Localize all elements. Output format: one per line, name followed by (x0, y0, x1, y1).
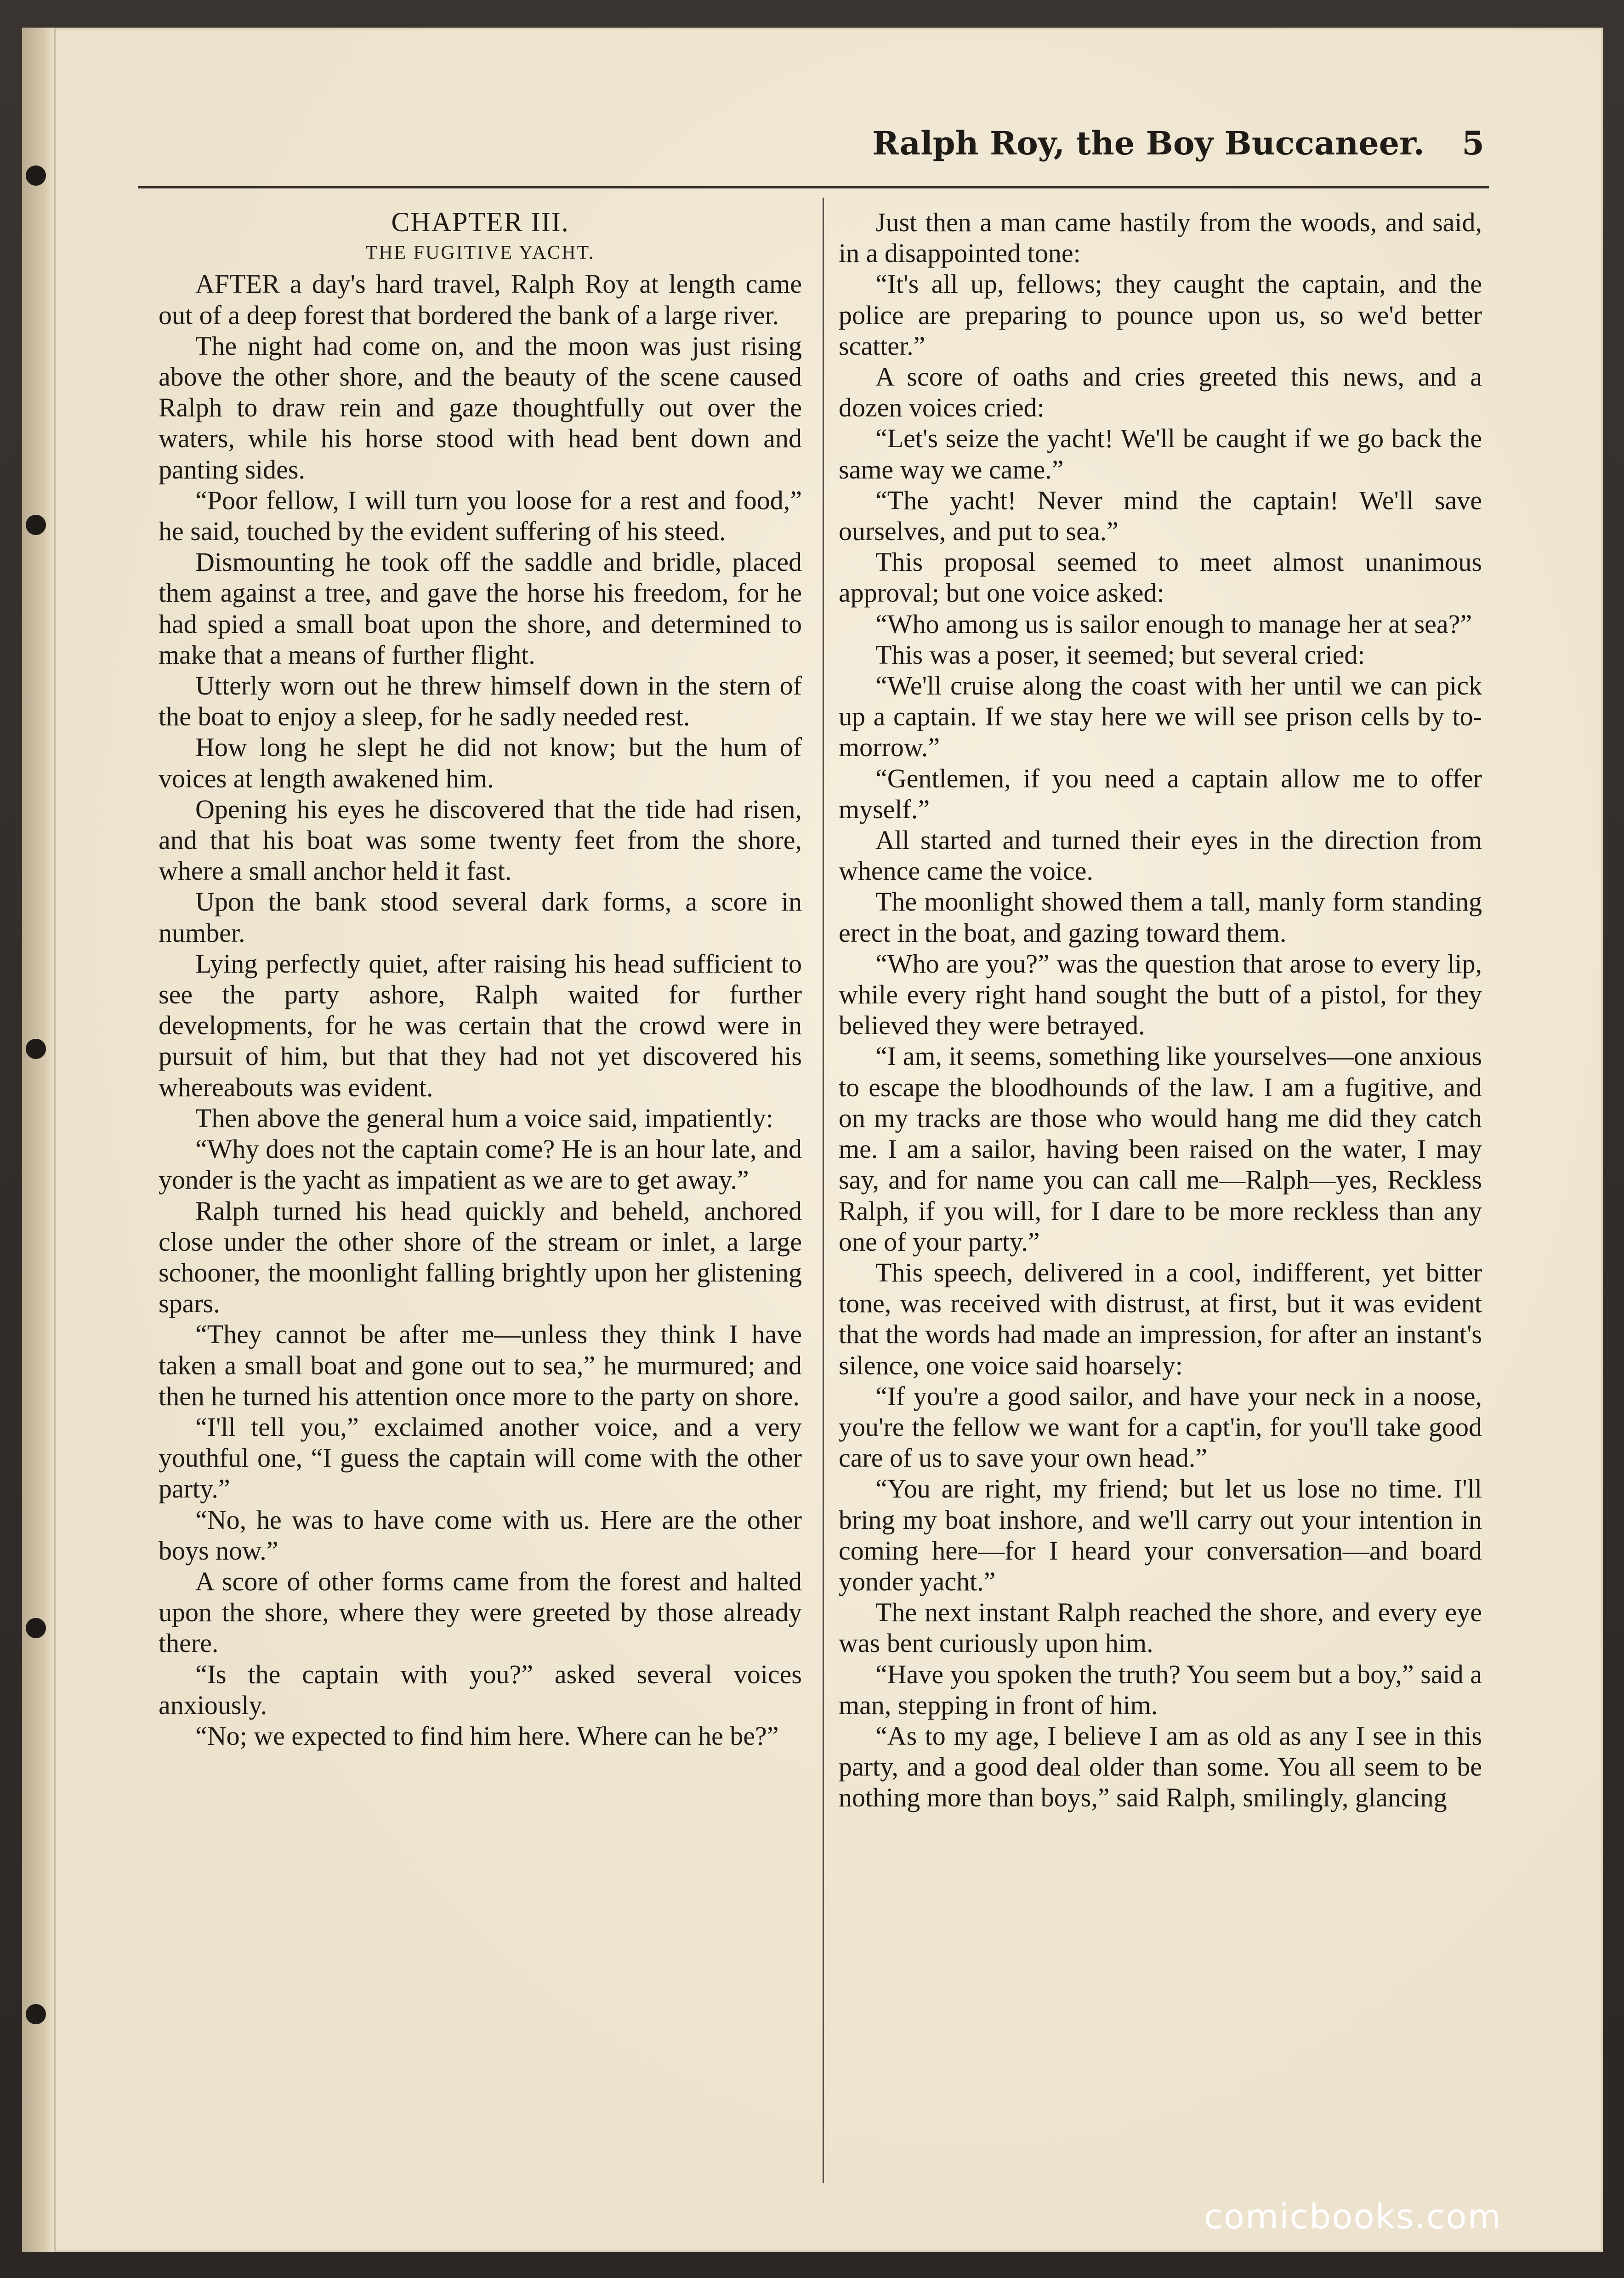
paragraph: “Poor fellow, I will turn you loose for a rest and food,” he said, touched by the evident suffering of his steed. (159, 485, 802, 547)
staple-hole (26, 1039, 46, 1059)
paragraph: “Let's seize the yacht! We'll be caught if we go back the same way we came.” (839, 423, 1482, 484)
paragraph: “Is the captain with you?” asked several voices anxiously. (159, 1659, 802, 1720)
staple-hole (26, 2004, 46, 2024)
staple-hole (26, 165, 46, 186)
paragraph: Dismounting he took off the saddle and bridle, placed them against a tree, and gave the horse his freedom, for he had spied a small boat upon the shore, and determined to make that a means of further flight. (159, 547, 802, 670)
paragraph: A score of oaths and cries greeted this news, and a dozen voices cried: (839, 362, 1482, 423)
paragraph: “The yacht! Never mind the captain! We'll save ourselves, and put to sea.” (839, 485, 1482, 547)
paragraph: “Who among us is sailor enough to manage her at sea?” (875, 609, 1472, 639)
paragraph: “I am, it seems, something like yourselves—one anxious to escape the bloodhounds of the law. I am a fugitive, and on my tracks are those who would hang me did they catch me. I am a sailor, having been raised on the water, I may say, and for name you can call me—Ralph—yes, Reckless Ralph, if you will, for I dare to be more reckless than any one of your party.” (839, 1041, 1482, 1257)
staple-hole (26, 1618, 46, 1638)
paragraph: “We'll cruise along the coast with her until we can pick up a captain. If we stay here we will see prison cells by to-morrow.” (839, 671, 1482, 763)
column-divider (823, 198, 824, 2183)
paragraph: The night had come on, and the moon was just rising above the other shore, and the beauty of the scene caused Ralph to draw rein and gaze thoughtfully out over the waters, while his horse stood with head bent down and panting sides. (159, 330, 802, 484)
paragraph: “As to my age, I believe I am as old as any I see in this party, and a good deal older than some. You all seem to be nothing more than boys,” said Ralph, smilingly, glancing (839, 1720, 1482, 1813)
paragraph: “Why does not the captain come? He is an hour late, and yonder is the yacht as impatient as we are to get away.” (159, 1134, 802, 1195)
paragraph: How long he slept he did not know; but the hum of voices at length awakened him. (159, 732, 802, 793)
paragraph: “No, he was to have come with us. Here are the other boys now.” (159, 1504, 802, 1566)
paragraph: Opening his eyes he discovered that the tide had risen, and that his boat was some twenty feet from the shore, where a small anchor held it fast. (159, 794, 802, 886)
paragraph: Then above the general hum a voice said, impatiently: (195, 1103, 773, 1133)
paragraph: Lying perfectly quiet, after raising his head sufficient to see the party ashore, Ralph waited for further developments, for he was certain that the crowd were in pursuit of him, but that they had not yet discovered his whereabouts was evident. (159, 948, 802, 1102)
paragraph: “I'll tell you,” exclaimed another voice, and a very youthful one, “I guess the captain will come with the other party.” (159, 1412, 802, 1504)
running-head: Ralph Roy, the Boy Buccaneer. (872, 124, 1425, 162)
paragraph: Just then a man came hastily from the woods, and said, in a disappointed tone: (839, 207, 1482, 268)
paragraph: “Have you spoken the truth? You seem but a boy,” said a man, stepping in front of him. (839, 1659, 1482, 1720)
paragraph: Utterly worn out he threw himself down in the stern of the boat to enjoy a sleep, for he sadly needed rest. (159, 671, 802, 732)
page-binding (22, 28, 56, 2252)
chapter-subtitle: THE FUGITIVE YACHT. (365, 242, 595, 264)
right-column (839, 207, 1482, 1813)
paragraph: The moonlight showed them a tall, manly form standing erect in the boat, and gazing toward them. (839, 887, 1482, 948)
paragraph: Upon the bank stood several dark forms, a score in number. (159, 887, 802, 948)
paragraph: “It's all up, fellows; they caught the captain, and the police are preparing to pounce upon us, so we'd better scatter.” (839, 269, 1482, 361)
header-rule (138, 186, 1489, 188)
left-column (159, 207, 802, 1751)
paragraph: A score of other forms came from the forest and halted upon the shore, where they were greeted by those already there. (159, 1566, 802, 1658)
paragraph: “You are right, my friend; but let us lose no time. I'll bring my boat inshore, and we'll carry out your intention in coming here—for I heard your conversation—and board yonder yacht.” (839, 1474, 1482, 1596)
paragraph: “Gentlemen, if you need a captain allow me to offer myself.” (839, 763, 1482, 824)
paragraph: This proposal seemed to meet almost unanimous approval; but one voice asked: (839, 547, 1482, 608)
watermark: comicbooks.com (1204, 2197, 1502, 2237)
page-number: 5 (1462, 124, 1484, 162)
paragraph: This speech, delivered in a cool, indifferent, yet bitter tone, was received with distrust, at first, but it was evident that the words had made an impression, for after an instant's silence, one voice said hoarsely: (839, 1257, 1482, 1380)
paragraph: “Who are you?” was the question that arose to every lip, while every right hand sought the butt of a pistol, for they believed they were betrayed. (839, 948, 1482, 1041)
paragraph: All started and turned their eyes in the direction from whence came the voice. (839, 825, 1482, 886)
paragraph: “If you're a good sailor, and have your neck in a noose, you're the fellow we want for a capt'in, for you'll take good care of us to save your own head.” (839, 1381, 1482, 1473)
paragraph: This was a poser, it seemed; but several cried: (875, 639, 1365, 670)
paragraph: The next instant Ralph reached the shore, and every eye was bent curiously upon him. (839, 1597, 1482, 1658)
paragraph: “No; we expected to find him here. Where can he be?” (195, 1720, 779, 1751)
chapter-title: CHAPTER III. (391, 207, 569, 237)
staple-hole (26, 515, 46, 535)
paragraph: AFTER a day's hard travel, Ralph Roy at length came out of a deep forest that bordered the bank of a large river. (159, 269, 802, 330)
paragraph: Ralph turned his head quickly and beheld, anchored close under the other shore of the stream or inlet, a large schooner, the moonlight falling brightly upon her glistening spars. (159, 1196, 802, 1319)
paragraph: “They cannot be after me—unless they think I have taken a small boat and gone out to sea,” he murmured; and then he turned his attention once more to the party on shore. (159, 1319, 802, 1411)
